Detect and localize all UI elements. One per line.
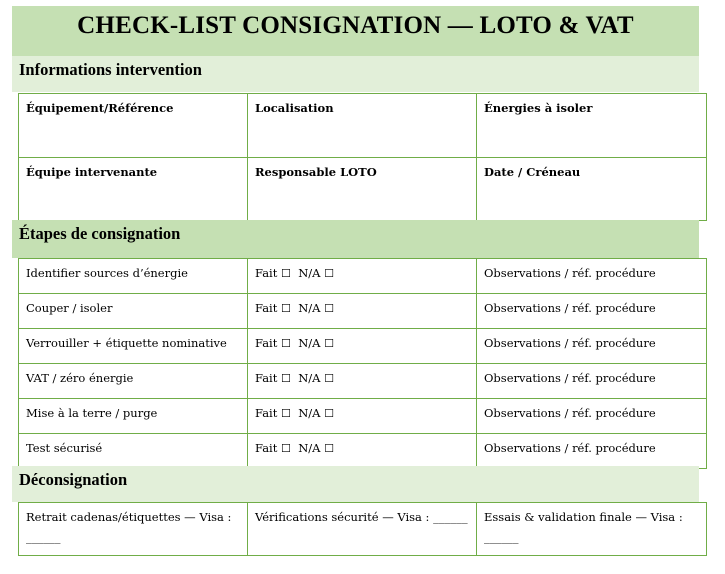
deconsignation-table — [18, 502, 707, 556]
step-observations[interactable]: Observations / réf. procédure — [477, 294, 707, 329]
step-check[interactable] — [248, 259, 477, 294]
info-field-loto-manager[interactable]: Responsable LOTO — [248, 158, 477, 221]
done-label: Fait — [255, 441, 278, 455]
deconsignation-padlock-visa[interactable]: Retrait cadenas/étiquettes — Visa : ______ — [19, 503, 248, 556]
step-observations[interactable]: Observations / réf. procédure — [477, 364, 707, 399]
deconsignation-row — [19, 503, 707, 556]
step-label: Couper / isoler — [19, 294, 248, 329]
step-label: Identifier sources d’énergie — [19, 259, 248, 294]
na-label: N/A — [298, 441, 321, 455]
step-observations[interactable]: Observations / réf. procédure — [477, 259, 707, 294]
step-label: Test sécurisé — [19, 434, 248, 469]
page-title: CHECK-LIST CONSIGNATION — LOTO & VAT — [77, 12, 634, 39]
na-label: N/A — [298, 336, 321, 350]
step-observations[interactable]: Observations / réf. procédure — [477, 399, 707, 434]
na-checkbox[interactable]: ☐ — [324, 337, 334, 350]
done-checkbox[interactable]: ☐ — [281, 442, 291, 455]
step-row — [19, 294, 707, 329]
done-label: Fait — [255, 336, 278, 350]
step-row — [19, 259, 707, 294]
done-checkbox[interactable]: ☐ — [281, 267, 291, 280]
info-field-team[interactable]: Équipe intervenante — [19, 158, 248, 221]
step-check[interactable] — [248, 434, 477, 469]
na-checkbox[interactable]: ☐ — [324, 302, 334, 315]
step-row — [19, 329, 707, 364]
section-header-deconsignation — [12, 466, 699, 502]
deconsignation-final-visa[interactable]: Essais & validation finale — Visa : ______ — [477, 503, 707, 556]
done-checkbox[interactable]: ☐ — [281, 372, 291, 385]
na-label: N/A — [298, 301, 321, 315]
step-check[interactable] — [248, 329, 477, 364]
step-check[interactable] — [248, 399, 477, 434]
step-check[interactable] — [248, 294, 477, 329]
done-checkbox[interactable]: ☐ — [281, 302, 291, 315]
info-row — [19, 158, 707, 221]
step-label: Mise à la terre / purge — [19, 399, 248, 434]
info-field-energies[interactable]: Énergies à isoler — [477, 94, 707, 158]
na-label: N/A — [298, 406, 321, 420]
step-row — [19, 364, 707, 399]
section-header-steps — [12, 220, 699, 258]
section-title-deconsignation: Déconsignation — [19, 470, 128, 489]
done-checkbox[interactable]: ☐ — [281, 337, 291, 350]
na-checkbox[interactable]: ☐ — [324, 407, 334, 420]
done-label: Fait — [255, 301, 278, 315]
na-checkbox[interactable]: ☐ — [324, 372, 334, 385]
info-row — [19, 94, 707, 158]
section-title-steps: Étapes de consignation — [19, 224, 181, 243]
step-check[interactable] — [248, 364, 477, 399]
section-title-info: Informations intervention — [19, 60, 202, 79]
step-row — [19, 434, 707, 469]
done-checkbox[interactable]: ☐ — [281, 407, 291, 420]
deconsignation-safety-visa[interactable]: Vérifications sécurité — Visa : ______ — [248, 503, 477, 556]
na-checkbox[interactable]: ☐ — [324, 267, 334, 280]
title-band — [12, 6, 699, 56]
steps-table — [18, 258, 707, 469]
step-observations[interactable]: Observations / réf. procédure — [477, 329, 707, 364]
info-field-equipment[interactable]: Équipement/Référence — [19, 94, 248, 158]
step-label: VAT / zéro énergie — [19, 364, 248, 399]
info-field-date[interactable]: Date / Créneau — [477, 158, 707, 221]
na-checkbox[interactable]: ☐ — [324, 442, 334, 455]
section-header-info — [12, 56, 699, 92]
na-label: N/A — [298, 266, 321, 280]
na-label: N/A — [298, 371, 321, 385]
info-field-location[interactable]: Localisation — [248, 94, 477, 158]
info-table — [18, 93, 707, 221]
done-label: Fait — [255, 266, 278, 280]
done-label: Fait — [255, 406, 278, 420]
step-row — [19, 399, 707, 434]
done-label: Fait — [255, 371, 278, 385]
step-observations[interactable]: Observations / réf. procédure — [477, 434, 707, 469]
step-label: Verrouiller + étiquette nominative — [19, 329, 248, 364]
